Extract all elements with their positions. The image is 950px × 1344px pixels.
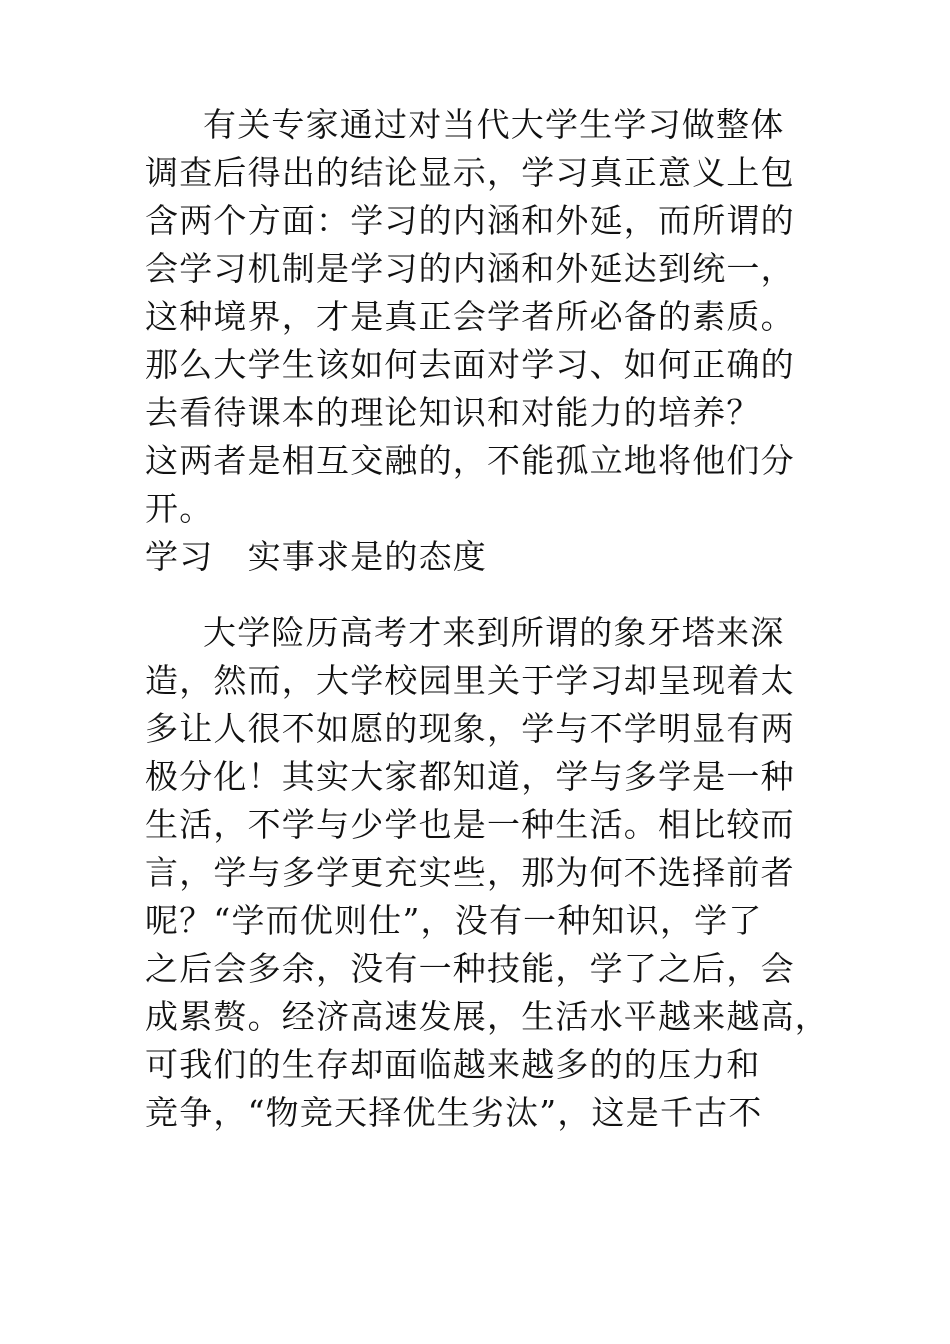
section-spacer: [145, 581, 825, 609]
paragraph-line: 可我们的生存却面临越来越多的的压力和: [145, 1045, 761, 1084]
paragraph-line: 极分化！其实大家都知道，学与多学是一种: [145, 757, 795, 796]
paragraph-line: 大学险历高考才来到所谓的象牙塔来深: [203, 613, 785, 652]
paragraph-study: [145, 609, 829, 1137]
paragraph-line: 多让人很不如愿的现象，学与不学明显有两: [145, 709, 795, 748]
paragraph-line: 造，然而，大学校园里关于学习却呈现着太: [145, 661, 795, 700]
paragraph-line: 之后会多余，没有一种技能，学了之后，会: [145, 949, 795, 988]
document-body: [145, 101, 829, 1137]
paragraph-line: 竞争，“物竞天择优生劣汰”，这是千古不: [145, 1093, 763, 1132]
paragraph-line: 开。: [145, 489, 214, 528]
paragraph-line: 成累赘。经济高速发展，生活水平越来越高，: [145, 997, 829, 1036]
section-heading: 学习 实事求是的态度: [145, 537, 487, 576]
paragraph-line: 调查后得出的结论显示，学习真正意义上包: [145, 153, 795, 192]
paragraph-line: 会学习机制是学习的内涵和外延达到统一，: [145, 249, 795, 288]
paragraph-line: 含两个方面：学习的内涵和外延，而所谓的: [145, 201, 795, 240]
paragraph-line: 那么大学生该如何去面对学习、如何正确的: [145, 345, 795, 384]
paragraph-line: 这种境界，才是真正会学者所必备的素质。: [145, 297, 795, 336]
paragraph-line: 言，学与多学更充实些，那为何不选择前者: [145, 853, 795, 892]
paragraph-line: 生活，不学与少学也是一种生活。相比较而: [145, 805, 795, 844]
paragraph-line: 去看待课本的理论知识和对能力的培养？: [145, 393, 761, 432]
paragraph-line: 呢？“学而优则仕”，没有一种知识，学了: [145, 901, 763, 940]
paragraph-line: 这两者是相互交融的，不能孤立地将他们分: [145, 441, 795, 480]
paragraph-intro: [145, 101, 825, 533]
paragraph-line: 有关专家通过对当代大学生学习做整体: [203, 105, 785, 144]
